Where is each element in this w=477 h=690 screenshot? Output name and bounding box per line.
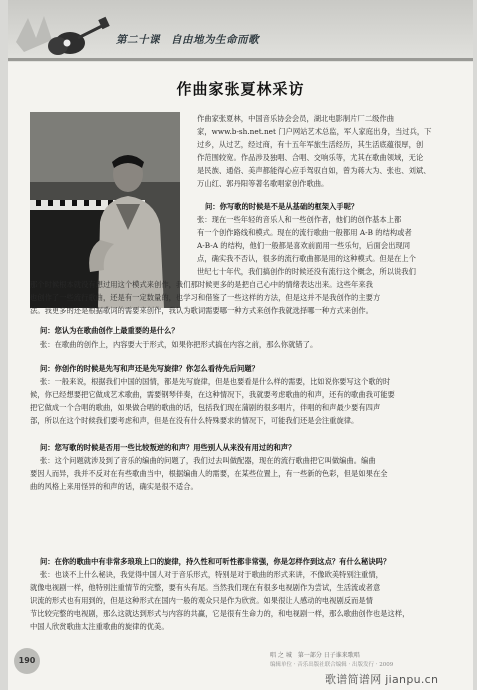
question-4: 问：您写歌的时候是否用一些比较叛逆的和声？用些别人从来没有用过的和声？	[40, 443, 296, 452]
answer-line: 张：在歌曲的创作上，内容要大于形式，如果你把形式搞在内容之前，那么你就错了。	[40, 340, 318, 349]
answer-line: 中国人欣赏歌曲太注重歌曲的旋律的优美。	[30, 622, 169, 631]
answer-line: 法。我更多的还是根据歌词的需要来创作，我认为歌词需要哪一种方式来创作我就选择哪一种方式来创作。	[30, 306, 373, 315]
answer-line: A-B-A 的结构，他们一般都是喜欢前面用一些乐句，后面会出现同	[197, 241, 411, 250]
watermark: 歌谱简谱网 jianpu.cn	[325, 673, 439, 686]
answer-line: 就像电视剧一样，他特别注重情节的完整，要有头有尾。当然我们现在有很多电视剧作为尝试，生活流或者意	[30, 583, 381, 592]
answer-line: 那个时候根本就没有想过用这个模式来创作，我们那时候更多的是把自己心中的情绪表达出来。这些年来我	[30, 280, 373, 289]
answer-line: 也创作了一些流行歌曲，还是有一定数量的，也学习和借鉴了一些这样的方法，但是这并不是我创作的主要方	[30, 293, 381, 302]
answer-line: 节比较完整的电视剧，那么这就达到形式与内容的共赢，它是很有生命力的，和电视剧一样，那么歌曲创作也是这样，	[30, 609, 410, 618]
answer-line: 识流的形式也有用到的，但是这种形式在国内一般的观众只是作为欣赏。如果很让人感动的电视剧反而是情	[30, 596, 373, 605]
answer-line: 有一个创作路线和模式。现在的流行歌曲一般都用 A-B 的结构或者	[197, 228, 412, 237]
answer-line: 把它做成一个合唱的歌曲，如果做合唱的歌曲的话，包括我们现在蒲剧的很多唱片，伴唱的和声最少要有四声	[30, 403, 381, 412]
answer-line: 部，所以在这个时候我们要考虑和声，但是在没有什么特殊要求的情况下，可能我们还是会注重旋律。	[30, 416, 359, 425]
intro-line: 是民族、通俗、美声都能得心应手驾驭自如，曾为蒋大为、张也、刘斌、	[197, 166, 431, 175]
intro-line: 万山红、郭丹阳等著名歌唱家创作歌曲。	[197, 179, 329, 188]
answer-line: 点，确实我不否认，很多的流行歌曲都是用的这种模式。但是在上个	[197, 254, 416, 263]
question-2: 问：您认为在歌曲创作上最重要的是什么？	[40, 326, 179, 335]
intro-line: 过乡，从过艺，经过商，有十五年军旅生活经历，其生活底蕴很厚，创	[197, 140, 424, 149]
answer-line: 候，你已经想要把它做成艺术歌曲，需要钢琴伴奏，在这种情况下，我就要考虑歌曲的和声，还有的歌曲我可能要	[30, 390, 395, 399]
question-3: 问：你创作的时候是先写和声还是先写旋律？你怎么看待先后问题？	[40, 364, 259, 373]
lesson-title: 第二十课 自由地为生命而歌	[116, 34, 259, 46]
answer-line: 张：现在一些年轻的音乐人和一些创作者，他们的创作基本上都	[197, 215, 402, 224]
answer-line: 世纪七十年代，我们搞创作的时候还没有流行这个概念，所以说我们	[197, 267, 416, 276]
intro-line: 作曲家张夏林，中国音乐协会会员，湖北电影制片厂二级作曲	[197, 114, 395, 123]
guitar-icon	[14, 12, 110, 60]
question-5: 问：在你的歌曲中有非常多琅琅上口的旋律，持久性和可听性都非常强，你是怎样作到这点？有什么秘诀吗？	[40, 557, 391, 566]
answer-line: 张：一般来说，根据我们中国的国情，都是先写旋律，但是也要看是什么样的需要，比如说你要写这个歌的时	[40, 377, 391, 386]
footer-publisher: 编辑单位 · 音乐出版社联合编辑 · 出版发行 · 2009	[270, 662, 394, 668]
page-number: 190	[14, 648, 40, 674]
question-1: 问：你写歌的时候是不是从基础的框架入手呢？	[205, 202, 359, 211]
intro-line: 作范围较宽。作品涉及独唱、合唱、交响乐等，尤其在歌曲领域，无论	[197, 153, 424, 162]
intro-line: 家，www.b-sh.net.net 门户网站艺术总监，军人家庭出身，当过兵，下	[197, 127, 432, 136]
answer-line: 张：这个问题就涉及到了音乐的编曲的问题了，我们过去叫做配器，现在的流行歌曲把它叫做编曲。编曲	[40, 456, 376, 465]
answer-line: 要因人而异，我并不反对在有些歌曲当中，根据编曲人的需要，在某些位置上，有一些新的色彩，但是如果在全	[30, 469, 388, 478]
article-title: 作曲家张夏林采访	[176, 80, 305, 98]
answer-line: 张：也谈不上什么秘诀，我觉得中国人对于音乐形式，特别是对于歌曲的形式来讲，不像欧美特别注重情，	[40, 570, 383, 579]
footer-series: 唱 之 城 第一部分 日子谁来歌唱	[270, 652, 360, 659]
book-page	[8, 0, 473, 690]
answer-line: 曲的风格上来用怪异的和声的话，确实是很不适合。	[30, 482, 198, 491]
